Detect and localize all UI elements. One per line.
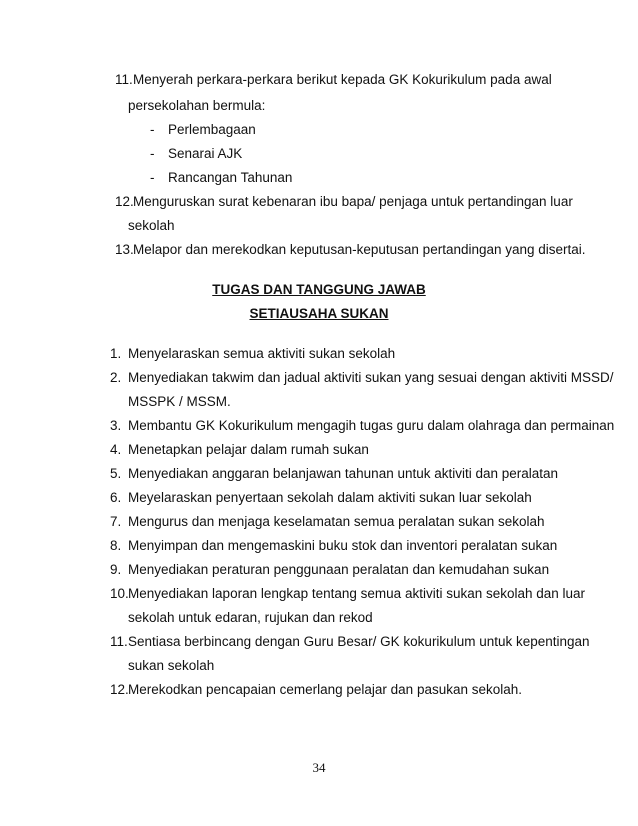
duty-number: 2. xyxy=(110,370,122,385)
duty-text: Meyelaraskan penyertaan sekolah dalam aktiviti sukan luar sekolah xyxy=(128,490,532,505)
page-number: 34 xyxy=(312,760,326,775)
sub-item-bullet: - xyxy=(150,122,155,137)
duty-text: Menetapkan pelajar dalam rumah sukan xyxy=(128,442,369,457)
duty-number: 9. xyxy=(110,562,122,577)
duty-text: Menyediakan peraturan penggunaan peralatan dan kemudahan sukan xyxy=(128,562,550,577)
duty-number: 12. xyxy=(110,682,129,697)
duty-text-continued: sekolah untuk edaran, rujukan dan rekod xyxy=(128,610,373,625)
duty-number: 3. xyxy=(110,418,122,433)
duty-number: 1. xyxy=(110,346,122,361)
duty-text: Mengurus dan menjaga keselamatan semua peralatan sukan sekolah xyxy=(128,514,545,529)
sub-item-perlembagaan: Perlembagaan xyxy=(168,122,256,137)
duty-text: Menyediakan takwim dan jadual aktiviti sukan yang sesuai dengan aktiviti MSSD/ xyxy=(128,370,614,385)
duty-text: Menyelaraskan semua aktiviti sukan sekolah xyxy=(128,346,396,361)
duty-number: 10. xyxy=(110,586,129,601)
duty-text: Menyediakan laporan lengkap tentang semua aktiviti sukan sekolah dan luar xyxy=(128,586,586,601)
duty-text: Menyediakan anggaran belanjawan tahunan untuk aktiviti dan peralatan xyxy=(128,466,559,481)
section-subheading: SETIAUSAHA SUKAN xyxy=(249,306,389,321)
sub-item-bullet: - xyxy=(150,146,155,161)
duty-number: 11. xyxy=(110,634,128,649)
sub-item-senarai-ajk: Senarai AJK xyxy=(168,146,243,161)
duty-text: Membantu GK Kokurikulum mengagih tugas guru dalam olahraga dan permainan xyxy=(128,418,615,433)
top-item-12-line-2: sekolah xyxy=(128,218,175,233)
top-item-12-line-1: Menguruskan surat kebenaran ibu bapa/ penjaga untuk pertandingan luar xyxy=(133,194,573,209)
duty-number: 6. xyxy=(110,490,122,505)
sub-item-bullet: - xyxy=(150,170,155,185)
duty-number: 5. xyxy=(110,466,122,481)
duty-text: Merekodkan pencapaian cemerlang pelajar dan pasukan sekolah. xyxy=(128,682,523,697)
sub-item-rancangan-tahunan: Rancangan Tahunan xyxy=(168,170,293,185)
duty-number: 8. xyxy=(110,538,122,553)
top-item-11-line-2: persekolahan bermula: xyxy=(128,98,266,113)
duty-number: 7. xyxy=(110,514,122,529)
duty-number: 4. xyxy=(110,442,122,457)
duty-text-continued: MSSPK / MSSM. xyxy=(128,394,231,409)
top-item-13-line-1: Melapor dan merekodkan keputusan-keputusan pertandingan yang disertai. xyxy=(133,242,586,257)
top-item-11-number: 11. xyxy=(115,72,133,87)
top-item-12-number: 12. xyxy=(115,194,134,209)
duty-text-continued: sukan sekolah xyxy=(128,658,215,673)
top-item-11-line-1: Menyerah perkara-perkara berikut kepada GK Kokurikulum pada awal xyxy=(133,72,552,87)
duty-text: Sentiasa berbincang dengan Guru Besar/ GK kokurikulum untuk kepentingan xyxy=(128,634,590,649)
duty-text: Menyimpan dan mengemaskini buku stok dan inventori peralatan sukan xyxy=(128,538,558,553)
section-heading: TUGAS DAN TANGGUNG JAWAB xyxy=(212,282,426,297)
top-item-13-number: 13. xyxy=(115,242,134,257)
